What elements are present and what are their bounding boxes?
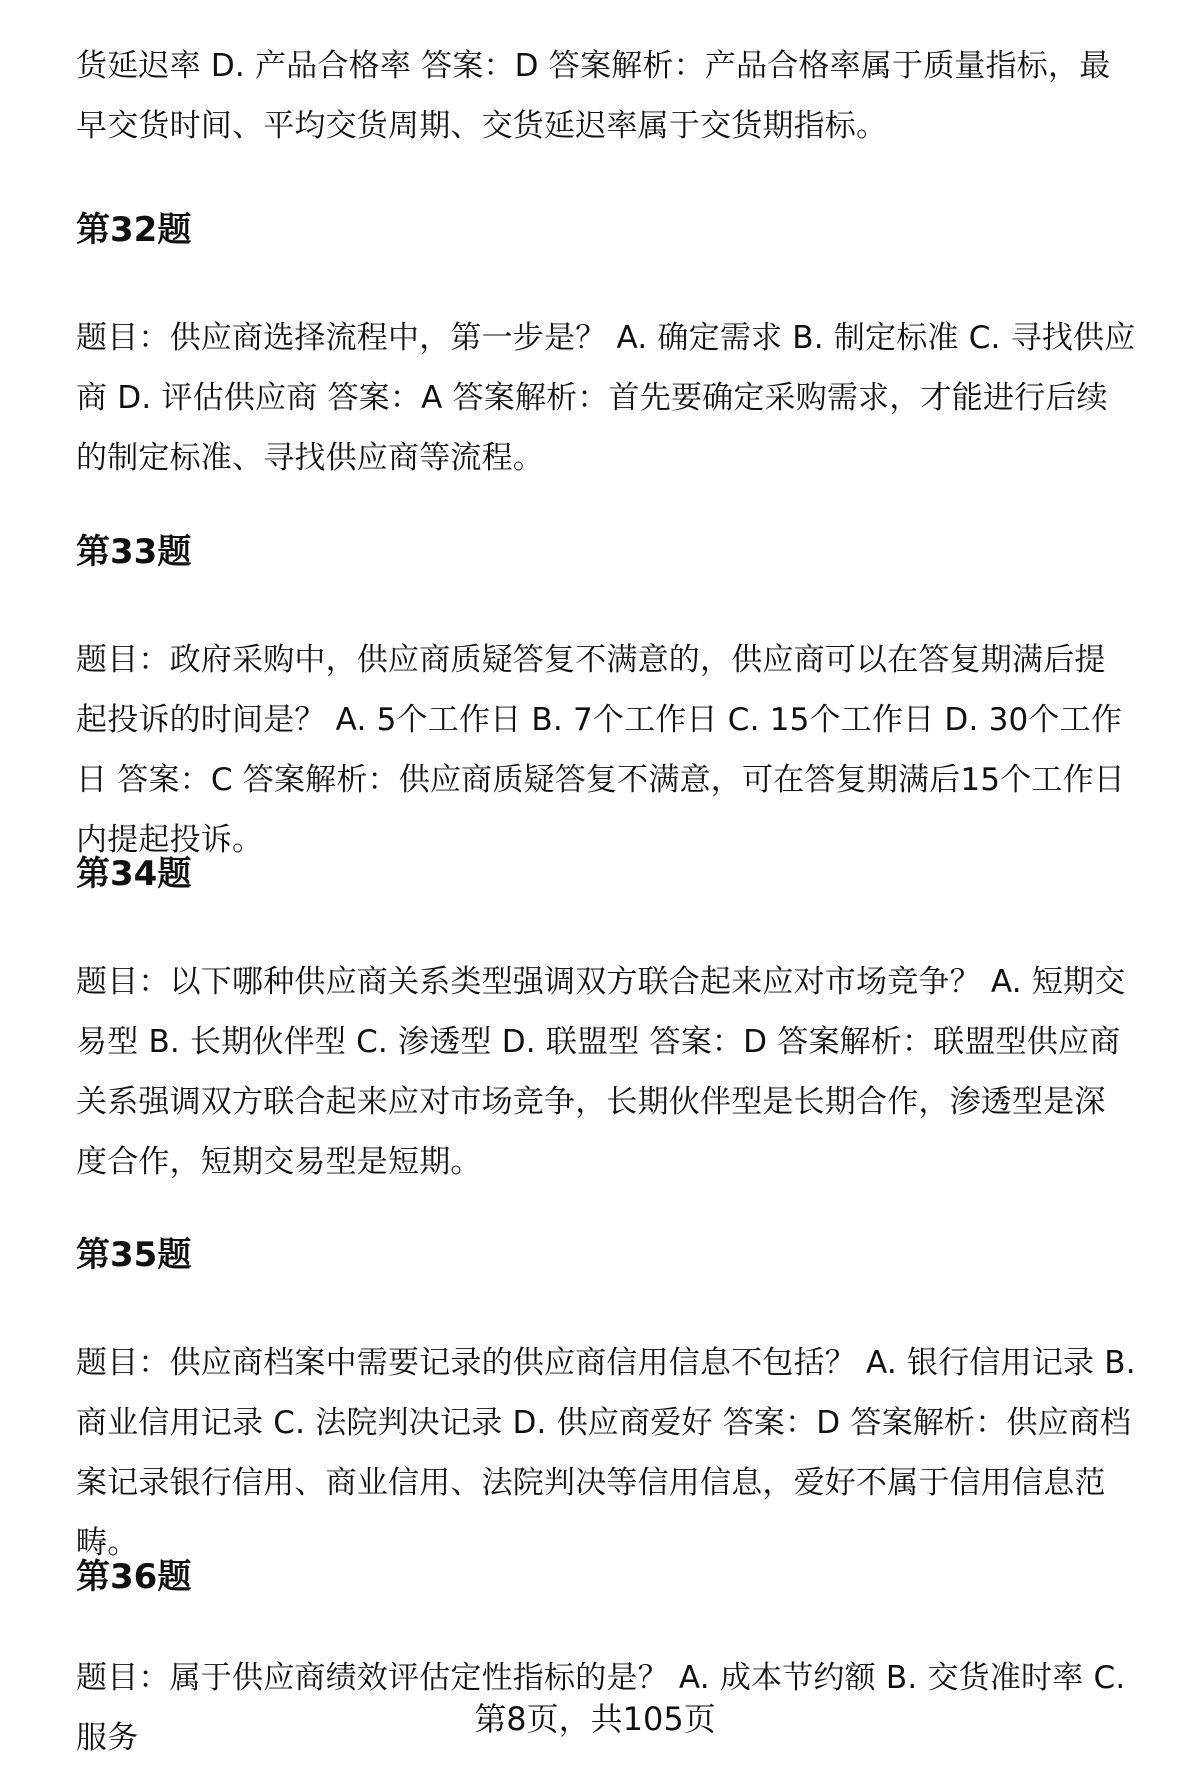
page-number-footer: 第8页，共105页 — [474, 1700, 716, 1738]
question-body: 题目：供应商选择流程中，第一步是？ A. 确定需求 B. 制定标准 C. 寻找供应商 D. 评估供应商 答案：A 答案解析：首先要确定采购需求，才能进行后续的制定标准、寻找供应商等流程。 — [76, 320, 1136, 476]
question-body: 题目：供应商档案中需要记录的供应商信用信息不包括？ A. 银行信用记录 B. 商业信用记录 C. 法院判决记录 D. 供应商爱好 答案：D 答案解析：供应商档案记录银行信用、商业信用、法院判决等信用信息，爱好不属于信用信息范畴。 — [76, 1345, 1136, 1561]
question-heading: 第33题 — [76, 532, 192, 572]
question-body: 题目：政府采购中，供应商质疑答复不满意的，供应商可以在答复期满后提起投诉的时间是？ A. 5个工作日 B. 7个工作日 C. 15个工作日 D. 30个工作日 答案：C 答案解析：供应商质疑答复不满意，可在答复期满后15个工作日内提起投诉。 — [76, 642, 1125, 858]
continuation-paragraph: 货延迟率 D. 产品合格率 答案：D 答案解析：产品合格率属于质量指标，最早交货时间、平均交货周期、交货延迟率属于交货期指标。 — [76, 48, 1111, 144]
question-heading: 第34题 — [76, 854, 192, 894]
question-heading: 第36题 — [76, 1557, 192, 1597]
question-body: 题目：属于供应商绩效评估定性指标的是？ A. 成本节约额 B. 交货准时率 C. 服务 — [76, 1660, 1126, 1756]
question-heading: 第35题 — [76, 1235, 192, 1275]
question-heading: 第32题 — [76, 210, 192, 250]
question-body: 题目：以下哪种供应商关系类型强调双方联合起来应对市场竞争？ A. 短期交易型 B. 长期伙伴型 C. 渗透型 D. 联盟型 答案：D 答案解析：联盟型供应商关系强调双方联合起来应对市场竞争，长期伙伴型是长期合作，渗透型是深度合作，短期交易型是短期。 — [76, 964, 1126, 1180]
